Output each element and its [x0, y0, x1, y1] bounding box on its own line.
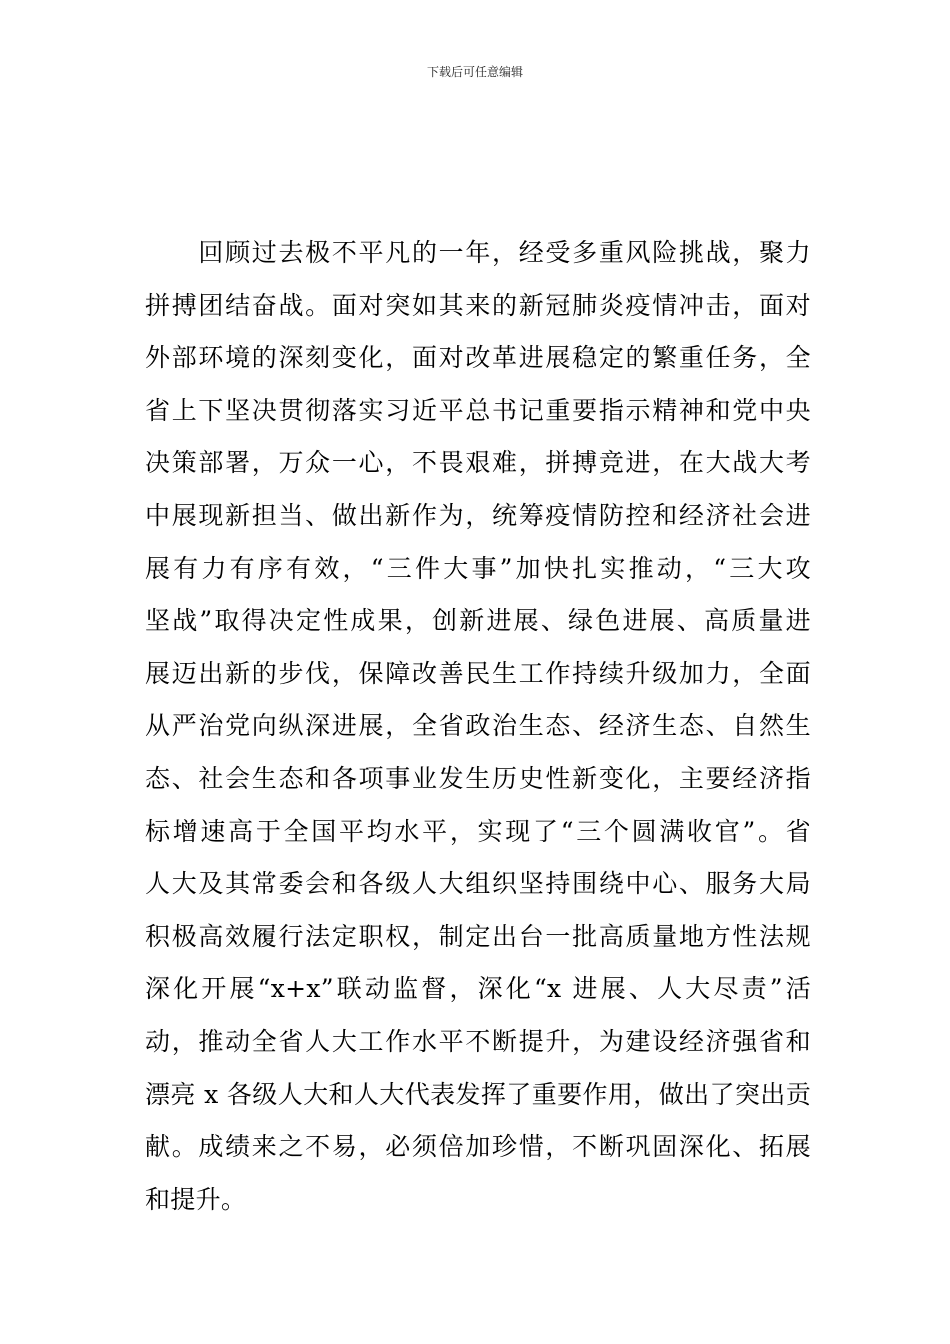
- paragraph-line: 回顾过去极不平凡的一年，经受多重风险挑战，聚力: [145, 238, 811, 267]
- paragraph-line: 拼搏团结奋战。面对突如其来的新冠肺炎疫情冲击，面对: [145, 290, 811, 320]
- paragraph-line: 展有力有序有效，“三件大事”加快扎实推动，“三大攻: [145, 553, 811, 583]
- paragraph-line: 和提升。: [145, 1184, 247, 1214]
- paragraph-line: 动，推动全省人大工作水平不断提升，为建设经济强省和: [145, 1026, 811, 1056]
- paragraph-line: 坚战”取得决定性成果，创新进展、绿色进展、高质量进: [145, 606, 811, 636]
- paragraph-line: 决策部署，万众一心，不畏艰难，拼搏竞进，在大战大考: [145, 448, 811, 478]
- paragraph-line: 从严治党向纵深进展，全省政治生态、经济生态、自然生: [145, 711, 811, 741]
- paragraph-line: 漂亮 x 各级人大和人大代表发挥了重要作用，做出了突出贡: [145, 1079, 811, 1109]
- paragraph-line: 标增速高于全国平均水平，实现了“三个圆满收官”。省: [145, 816, 811, 846]
- paragraph-line: 省上下坚决贯彻落实习近平总书记重要指示精神和党中央: [145, 395, 811, 425]
- paragraph-line: 态、社会生态和各项事业发生历史性新变化，主要经济指: [145, 763, 811, 793]
- paragraph-line: 外部环境的深刻变化，面对改革进展稳定的繁重任务，全: [145, 343, 811, 373]
- paragraph-line: 深化开展“x+x”联动监督，深化“x 进展、人大尽责”活: [145, 974, 811, 1004]
- paragraph-line: 人大及其常委会和各级人大组织坚持围绕中心、服务大局: [145, 869, 811, 899]
- paragraph-line: 中展现新担当、做出新作为，统筹疫情防控和经济社会进: [145, 500, 811, 530]
- body-paragraph: [145, 227, 811, 1226]
- paragraph-line: 积极高效履行法定职权，制定出台一批高质量地方性法规: [145, 921, 811, 951]
- paragraph-line: 献。成绩来之不易，必须倍加珍惜，不断巩固深化、拓展: [145, 1132, 811, 1162]
- page-header: 下载后可任意编辑: [426, 65, 523, 79]
- paragraph-line: 展迈出新的步伐，保障改善民生工作持续升级加力，全面: [145, 658, 811, 688]
